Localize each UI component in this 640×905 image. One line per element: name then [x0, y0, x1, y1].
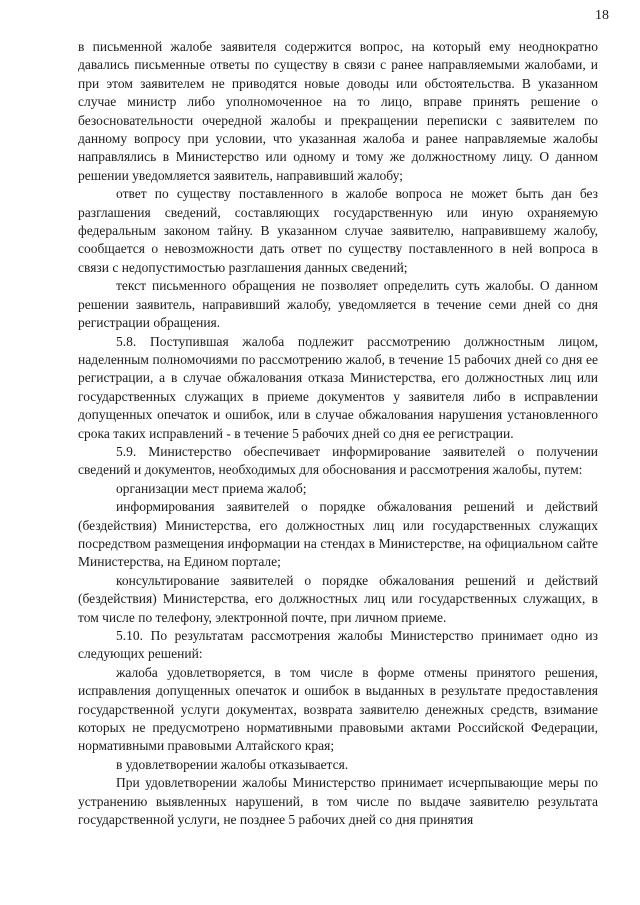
- paragraph-5-10-option-1: жалоба удовлетворяется, в том числе в форме отмены принятого решения, исправления допущенных опечаток и ошибок в выданных в результате предоставления государственной услуги документах, возврата заявителю денежных средств, взимание которых не предусмотрено нормативными правовыми актами Российской Федерации, нормативными правовыми Алтайского края;: [78, 664, 598, 754]
- paragraph-repeated-questions: в письменной жалобе заявителя содержится вопрос, на который ему неоднократно давались письменные ответы по существу в связи с ранее направляемыми жалобами, и при этом заявителем не приводятся новые доводы или обстоятельства. В указанном случае министр либо уполномоченное на то лицо, вправе принять решение о безосновательности очередной жалобы и прекращении переписки с заявителем по данному вопросу при условии, что указанная жалоба и ранее направляемые жалобы направлялись в Министерство или одному и тому же должностному лицу. О данном решении уведомляется заявитель, направивший жалобу;: [78, 39, 598, 183]
- paragraph-5-9-item-1: организации мест приема жалоб;: [116, 480, 307, 496]
- paragraph-5-9-item-2: информирования заявителей о порядке обжалования решений и действий (бездействия) Министерства, его должностных лиц или государственных служащих посредством размещения информации на стендах в Министерстве, на официальном сайте Министерства, на Едином портале;: [78, 499, 598, 570]
- paragraph-5-8: 5.8. Поступившая жалоба подлежит рассмотрению должностным лицом, наделенным полномочиями по рассмотрению жалоб, в течение 15 рабочих дней со дня ее регистрации, а в случае обжалования отказа Министерства, его должностных лиц или государственных служащих в приеме документов у заявителя либо в исправлении допущенных опечаток и ошибок, или в случае обжалования нарушения установленного срока таких исправлений - в течение 5 рабочих дней со дня ее регистрации.: [78, 333, 598, 441]
- document-body: [78, 38, 598, 829]
- paragraph-remedy-measures: При удовлетворении жалобы Министерство принимает исчерпывающие меры по устранению выявленных нарушений, в том числе по выдаче заявителю результата государственной услуги, не позднее 5 рабочих дней со дня принятия: [78, 775, 598, 828]
- paragraph-5-10-option-2: в удовлетворении жалобы отказывается.: [116, 756, 349, 772]
- page-number: 18: [595, 8, 609, 23]
- paragraph-unclear-text: текст письменного обращения не позволяет определить суть жалобы. О данном решении заявитель, направивший жалобу, уведомляется в течение семи дней со дня регистрации обращения.: [78, 278, 598, 331]
- paragraph-5-10: 5.10. По результатам рассмотрения жалобы Министерство принимает одно из следующих решений:: [78, 628, 598, 662]
- paragraph-state-secret: ответ по существу поставленного в жалобе вопроса не может быть дан без разглашения сведений, составляющих государственную или иную охраняемую федеральным законом тайну. В указанном случае заявителю, направившему жалобу, сообщается о невозможности дать ответ по существу поставленного в ней вопроса в связи с недопустимостью разглашения данных сведений;: [78, 186, 598, 275]
- paragraph-5-9: 5.9. Министерство обеспечивает информирование заявителей о получении сведений и документов, необходимых для обоснования и рассмотрения жалобы, путем:: [78, 443, 598, 478]
- paragraph-5-9-item-3: консультирование заявителей о порядке обжалования решений и действий (бездействия) Министерства, его должностных лиц или государственных служащих, в том числе по телефону, электронной почте, при личном приеме.: [78, 572, 598, 625]
